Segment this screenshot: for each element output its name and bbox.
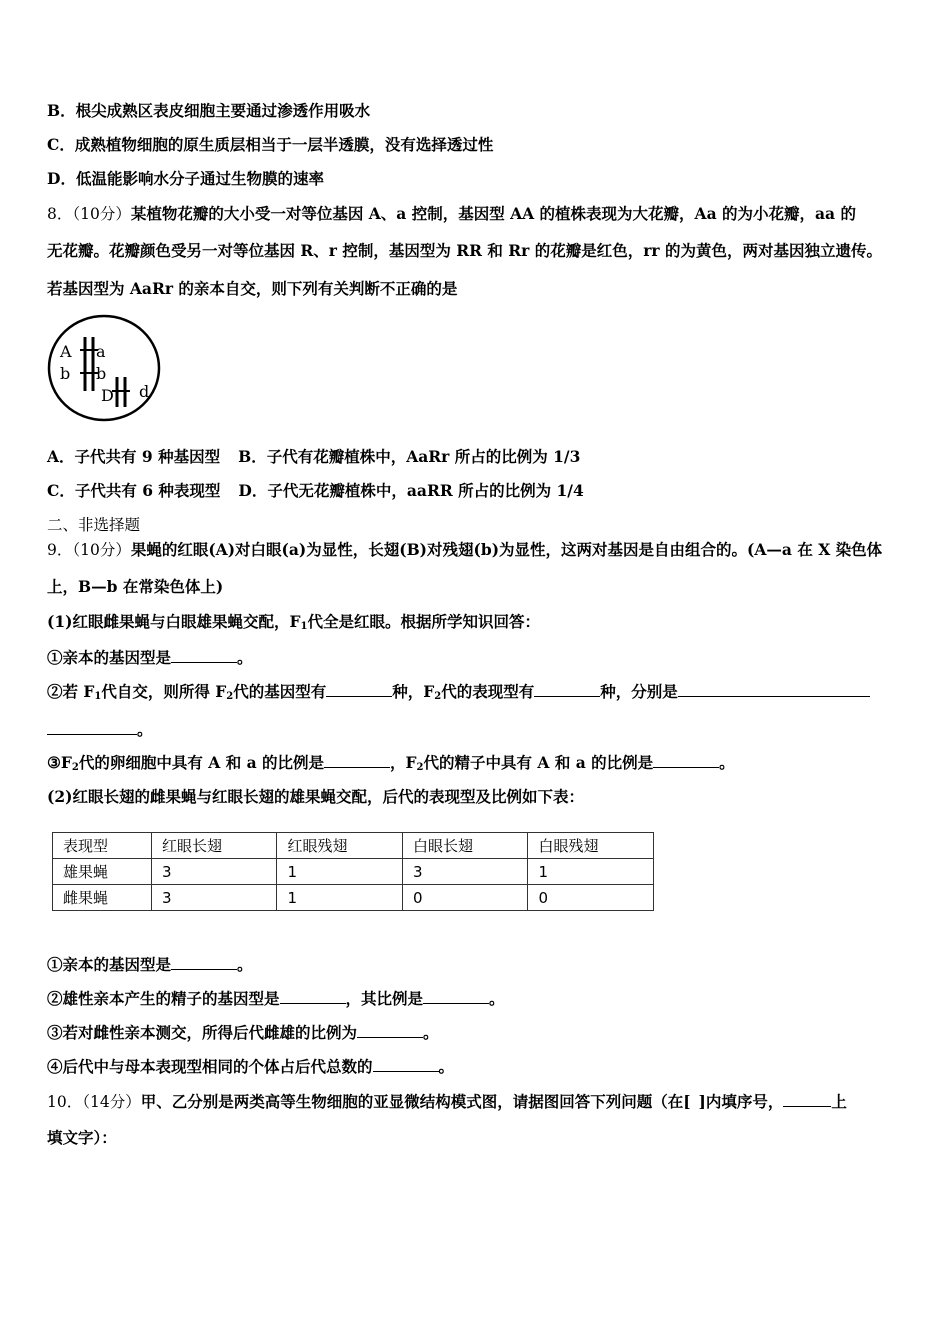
allele-A-label: A — [60, 342, 72, 361]
q8-options-row1 — [47, 446, 910, 468]
answer-blank[interactable] — [171, 646, 237, 663]
question-text: 某植物花瓣的大小受一对等位基因 A、a 控制，基因型 AA 的植株表现为大花瓣，Aa 的为小花瓣，aa 的 — [130, 204, 857, 223]
table-cell: 1 — [277, 885, 403, 911]
table-header: 红眼长翅 — [151, 833, 277, 859]
q8-option-d: D．子代无花瓣植株中，aaRR 所占的比例为 1/4 — [238, 481, 584, 500]
q9-part1-q2-cont: 。 — [47, 718, 910, 741]
answer-blank[interactable] — [783, 1090, 831, 1107]
question-9-line1 — [47, 539, 910, 561]
question-text: 甲、乙分别是两类高等生物细胞的亚显微结构模式图，请据图回答下列问题（在[ — [140, 1092, 691, 1111]
q8-option-a: A．子代共有 9 种基因型 — [47, 447, 221, 466]
table-cell: 0 — [528, 885, 654, 911]
allele-D-label: D — [101, 386, 114, 405]
allele-d-label: d — [139, 382, 150, 401]
question-9-line2: 上，B—b 在常染色体上) — [47, 577, 224, 596]
table-header-row — [53, 833, 654, 859]
chromosome-diagram — [46, 313, 162, 423]
question-8-line2: 无花瓣。花瓣颜色受另一对等位基因 R、r 控制，基因型为 RR 和 Rr 的花瓣是红色，rr 的为黄色，两对基因独立遗传。 — [47, 241, 882, 260]
answer-blank[interactable] — [678, 680, 870, 697]
question-number: 10．（14分） — [47, 1093, 141, 1111]
answer-blank[interactable] — [534, 680, 600, 697]
table-header: 白眼长翅 — [402, 833, 528, 859]
question-10-line2: 填文字）： — [47, 1128, 117, 1147]
table-cell: 3 — [151, 859, 277, 885]
table-cell: 3 — [151, 885, 277, 911]
answer-blank[interactable] — [373, 1055, 439, 1072]
q8-options-row2 — [47, 480, 910, 502]
question-number: 8．（10分） — [47, 205, 131, 223]
table-header: 白眼残翅 — [528, 833, 654, 859]
option-d: D．低温能影响水分子通过生物膜的速率 — [47, 169, 324, 188]
allele-b-right-label: b — [96, 364, 107, 383]
table-cell: 1 — [277, 859, 403, 885]
table-cell: 雌果蝇 — [53, 885, 152, 911]
table-cell: 1 — [528, 859, 654, 885]
question-text: 果蝇的红眼(A)对白眼(a)为显性，长翅(B)对残翅(b)为显性，这两对基因是自由组合的。(A—a 在 X 染色体 — [130, 540, 883, 559]
table-row — [53, 859, 654, 885]
phenotype-table — [52, 832, 654, 911]
answer-blank[interactable] — [357, 1021, 423, 1038]
option-b: B．根尖成熟区表皮细胞主要通过渗透作用吸水 — [47, 101, 371, 120]
q9-part2-q2: ②雄性亲本产生的精子的基因型是 ，其比例是 。 — [47, 989, 505, 1008]
question-number: 9．（10分） — [47, 541, 131, 559]
answer-blank[interactable] — [171, 953, 237, 970]
question-10-line1: 10．（14分）甲、乙分别是两类高等生物细胞的亚显微结构模式图，请据图回答下列问题（在[ ]内填序号， 上 — [47, 1092, 847, 1111]
table-header: 表现型 — [53, 833, 152, 859]
answer-blank[interactable] — [423, 987, 489, 1004]
q8-option-b: B．子代有花瓣植株中，AaRr 所占的比例为 1/3 — [238, 447, 581, 466]
table-cell: 雄果蝇 — [53, 859, 152, 885]
answer-blank[interactable] — [326, 680, 392, 697]
q9-part2-q1: ①亲本的基因型是 。 — [47, 955, 253, 974]
q9-part2-q4: ④后代中与母本表现型相同的个体占后代总数的 。 — [47, 1057, 455, 1076]
question-8-line1 — [47, 203, 910, 225]
q9-part2-q3: ③若对雌性亲本测交，所得后代雌雄的比例为 。 — [47, 1023, 439, 1042]
section-title: 二、非选择题 — [47, 516, 141, 534]
answer-blank[interactable] — [280, 987, 346, 1004]
table-row — [53, 885, 654, 911]
allele-b-left-label: b — [60, 364, 71, 383]
option-c: C．成熟植物细胞的原生质层相当于一层半透膜，没有选择透过性 — [47, 135, 494, 154]
allele-a-label: a — [96, 342, 106, 361]
table-cell: 3 — [402, 859, 528, 885]
table-header: 红眼残翅 — [277, 833, 403, 859]
answer-blank[interactable] — [47, 718, 137, 735]
q9-part2-intro: (2)红眼长翅的雌果蝇与红眼长翅的雄果蝇交配，后代的表现型及比例如下表： — [47, 787, 584, 806]
question-8-line3: 若基因型为 AaRr 的亲本自交，则下列有关判断不正确的是 — [47, 279, 458, 298]
q9-part1-intro: (1)红眼雌果蝇与白眼雄果蝇交配，$F_1$代全是红眼。根据所学知识回答： — [47, 612, 540, 632]
q9-part1-q3: $③F_2$代的卵细胞中具有 A 和 a 的比例是 ，$F_2$代的精子中具有 A 和 a 的比例是 。 — [47, 753, 735, 773]
table-cell: 0 — [402, 885, 528, 911]
q8-option-c: C．子代共有 6 种表现型 — [47, 481, 221, 500]
answer-blank[interactable] — [324, 751, 390, 768]
q9-part1-q1: ①亲本的基因型是 。 — [47, 648, 253, 667]
answer-blank[interactable] — [653, 751, 719, 768]
q9-part1-q2: ②若 $F_1$代自交，则所得 $F_2$代的基因型有 种，$F_2$代的表现型有 种，分别是 — [47, 680, 910, 708]
